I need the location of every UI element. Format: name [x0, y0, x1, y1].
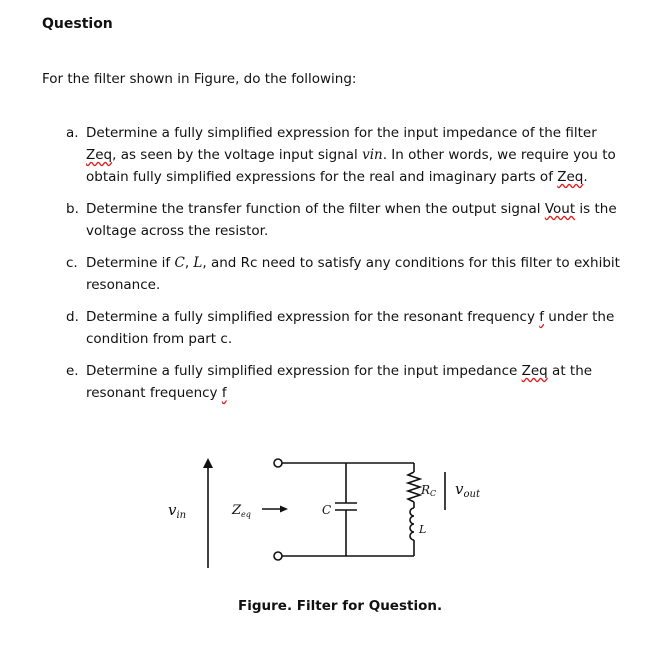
task-marker: c. [66, 255, 78, 271]
zeq-symbol: Zeq [521, 363, 548, 379]
task-text: . In other words, we require you to obtain fully simplified expressions for the real and imaginary parts of [86, 147, 616, 185]
task-d [62, 306, 622, 350]
vout-symbol: Vout [544, 201, 576, 217]
task-text: Determine a fully simplified expression for the input impedance of the filter [86, 125, 597, 141]
task-text: Determine a fully simplified expression for the resonant frequency [86, 309, 540, 325]
task-text: Determine if [86, 255, 175, 271]
c-symbol: C [174, 255, 185, 271]
vin-symbol: vin [362, 147, 383, 163]
task-text: Determine a fully simplified expression for the input impedance [86, 363, 522, 379]
vin-arrow-head [203, 458, 213, 468]
terminal-top [274, 459, 282, 467]
task-marker: a. [66, 125, 79, 141]
task-text: , and [202, 255, 241, 271]
task-b [62, 198, 622, 242]
vout-label: $v_{out}$ [455, 480, 480, 500]
part-ref: c [220, 331, 228, 347]
task-text: , as seen by the voltage input signal [112, 147, 363, 163]
task-text: , [184, 255, 194, 271]
f-symbol: f [539, 309, 544, 325]
task-text: need to satisfy any conditions for this filter to exhibit resonance. [86, 255, 620, 293]
question-heading: Question [42, 16, 113, 32]
task-e [62, 360, 622, 404]
task-marker: b. [66, 201, 79, 217]
task-marker: d. [66, 309, 79, 325]
task-marker: e. [66, 363, 79, 379]
figure-caption: Figure. Filter for Question. [238, 598, 443, 614]
intro-text: For the filter shown in Figure, do the following: [42, 71, 357, 87]
inductor [410, 508, 414, 540]
task-c [62, 252, 622, 296]
task-text: is the voltage across the resistor. [86, 201, 617, 239]
capacitor-label: C [322, 503, 332, 517]
resistor [408, 472, 420, 502]
zeq-label: $Z_{eq}$ [232, 503, 251, 519]
inductor-label: L [419, 523, 427, 536]
task-text: . [227, 331, 233, 347]
task-text: Determine the transfer function of the filter when the output signal [86, 201, 545, 217]
circuit-diagram [150, 452, 510, 582]
zeq-arrow-head [280, 506, 288, 513]
terminal-bottom [274, 552, 282, 560]
task-text: . [583, 169, 588, 185]
zeq-symbol: Zeq [86, 147, 113, 163]
resistor-label: RC [421, 483, 437, 498]
vin-label: $v_{in}$ [168, 501, 187, 521]
f-symbol: f [221, 385, 227, 401]
l-symbol: L [193, 255, 203, 271]
task-a [62, 122, 622, 188]
rc-symbol: Rc [240, 255, 258, 271]
zeq-symbol: Zeq [557, 169, 584, 185]
task-text: at the resonant frequency [86, 363, 593, 401]
task-list [62, 122, 622, 414]
task-text: under the condition from part [86, 309, 615, 347]
